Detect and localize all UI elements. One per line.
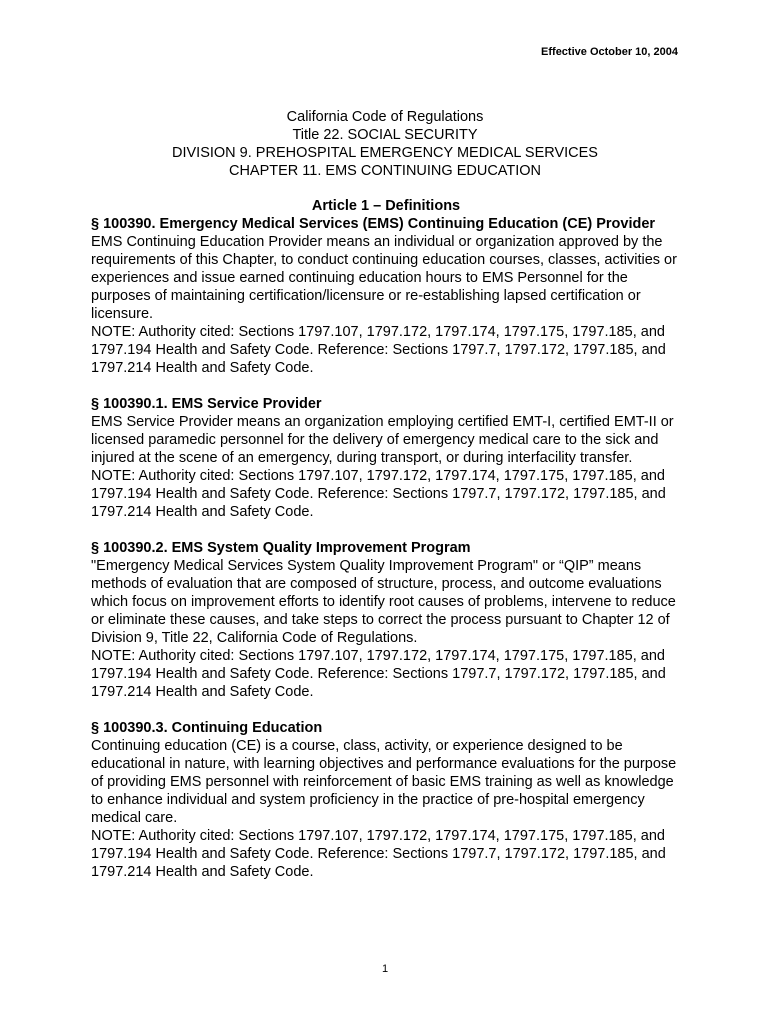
section-100390-3 [91, 719, 681, 881]
regulation-header [0, 108, 770, 180]
document-body [91, 197, 681, 881]
section-heading: § 100390.3. Continuing Education [91, 720, 323, 736]
section-note: NOTE: Authority cited: Sections 1797.107, 1797.172, 1797.174, 1797.175, 1797.185, and 1797.194 Health and Safety Code. Reference: Sections 1797.7, 1797.172, 1797.185, and 1797.214 Health and Safety Code. [91, 468, 666, 520]
page-number: 1 [381, 963, 389, 975]
header-line-title: Title 22. SOCIAL SECURITY [292, 127, 478, 143]
section-100390-2 [91, 539, 681, 701]
header-line-chapter: CHAPTER 11. EMS CONTINUING EDUCATION [228, 163, 542, 179]
section-body: EMS Continuing Education Provider means an individual or organization approved by the requirements of this Chapter, to conduct continuing education courses, classes, activities or experiences and issue earned continuing education hours to EMS Personnel for the purposes of maintaining certification/licensure or re-establishing lapsed certification or licensure. [91, 234, 677, 322]
section-body: "Emergency Medical Services System Quality Improvement Program" or “QIP” means methods of evaluation that are composed of structure, process, and outcome evaluations which focus on improvement efforts to identify root causes of problems, intervene to reduce or eliminate these causes, and take steps to correct the process pursuant to Chapter 12 of Division 9, Title 22, California Code of Regulations. [91, 558, 676, 646]
section-100390 [91, 215, 681, 377]
section-body: Continuing education (CE) is a course, class, activity, or experience designed to be educational in nature, with learning objectives and performance evaluations for the purpose of providing EMS personnel with reinforcement of basic EMS training as well as knowledge to enhance individual and system proficiency in the practice of pre-hospital emergency medical care. [91, 738, 677, 826]
section-note: NOTE: Authority cited: Sections 1797.107, 1797.172, 1797.174, 1797.175, 1797.185, and 1797.194 Health and Safety Code. Reference: Sections 1797.7, 1797.172, 1797.185, and 1797.214 Health and Safety Code. [91, 828, 666, 880]
section-note: NOTE: Authority cited: Sections 1797.107, 1797.172, 1797.174, 1797.175, 1797.185, and 1797.194 Health and Safety Code. Reference: Sections 1797.7, 1797.172, 1797.185, and 1797.214 Health and Safety Code. [91, 324, 666, 376]
section-note: NOTE: Authority cited: Sections 1797.107, 1797.172, 1797.174, 1797.175, 1797.185, and 1797.194 Health and Safety Code. Reference: Sections 1797.7, 1797.172, 1797.185, and 1797.214 Health and Safety Code. [91, 648, 666, 700]
section-100390-1 [91, 395, 681, 521]
article-title: Article 1 – Definitions [311, 198, 461, 214]
section-body: EMS Service Provider means an organization employing certified EMT-I, certified EMT-II or licensed paramedic personnel for the delivery of emergency medical care to the sick and injured at the scene of an emergency, during transport, or during interfacility transfer. [91, 414, 674, 466]
effective-date: Effective October 10, 2004 [541, 46, 678, 58]
header-line-division: DIVISION 9. PREHOSPITAL EMERGENCY MEDICAL SERVICES [172, 145, 598, 161]
section-heading: § 100390.2. EMS System Quality Improvement Program [91, 540, 471, 556]
section-heading: § 100390.1. EMS Service Provider [91, 396, 322, 412]
header-line-code: California Code of Regulations [286, 109, 484, 125]
section-heading: § 100390. Emergency Medical Services (EMS) Continuing Education (CE) Provider [91, 216, 656, 232]
